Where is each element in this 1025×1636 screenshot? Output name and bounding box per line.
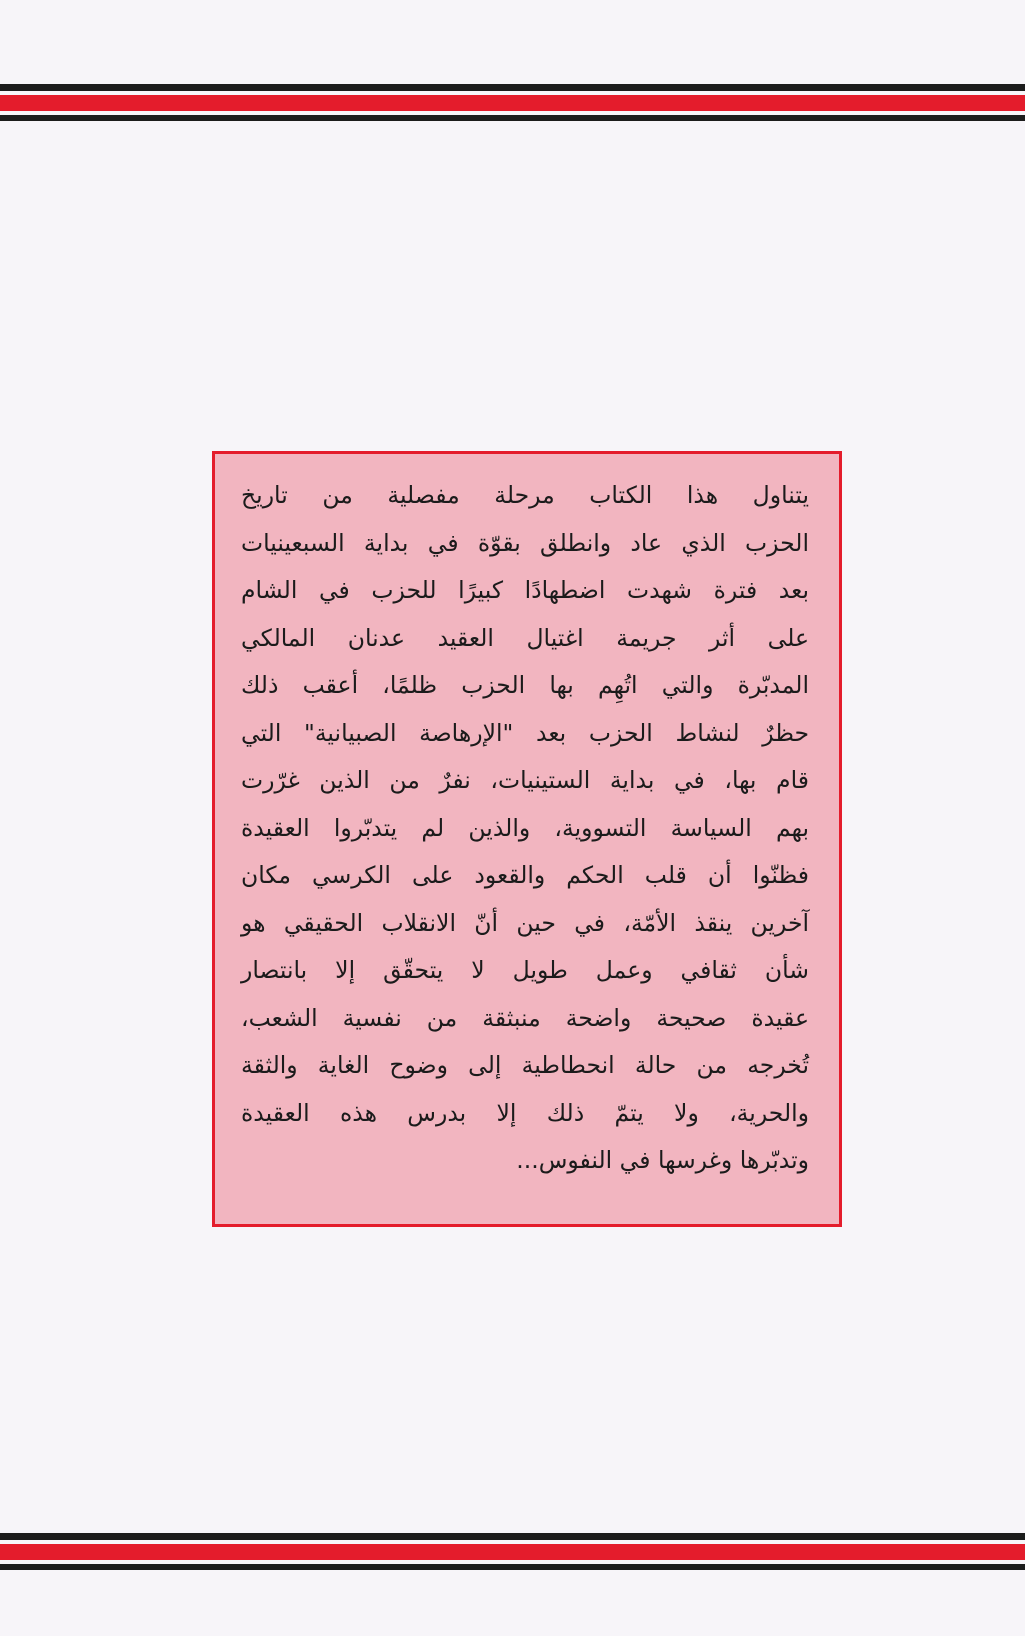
blurb-text bbox=[241, 472, 809, 1185]
blurb-line: بهم السياسة التسووية، والذين لم يتدبّروا العقيدة bbox=[241, 813, 809, 842]
blurb-line: تُخرجه من حالة انحطاطية إلى وضوح الغاية والثقة bbox=[241, 1051, 809, 1079]
blurb-line: المدبّرة والتي اتُهِم بها الحزب ظلمًا، أعقب ذلك bbox=[241, 671, 809, 699]
bottom-stripe-dark-upper bbox=[0, 1533, 1025, 1540]
blurb-line: عقيدة صحيحة واضحة منبثقة من نفسية الشعب، bbox=[241, 1003, 809, 1032]
back-cover-blurb-panel bbox=[212, 451, 842, 1227]
blurb-line: شأن ثقافي وعمل طويل لا يتحقّق إلا بانتصار bbox=[241, 956, 809, 984]
top-stripe-dark-lower bbox=[0, 115, 1025, 121]
blurb-line: يتناول هذا الكتاب مرحلة مفصلية من تاريخ bbox=[241, 481, 809, 509]
blurb-line: الحزب الذي عاد وانطلق بقوّة في بداية السبعينيات bbox=[241, 528, 809, 557]
blurb-line: بعد فترة شهدت اضطهادًا كبيرًا للحزب في الشام bbox=[241, 576, 809, 604]
blurb-line: فظنّوا أن قلب الحكم والقعود على الكرسي مكان bbox=[241, 861, 809, 889]
blurb-line: حظرٌ لنشاط الحزب بعد "الإرهاصة الصبيانية" التي bbox=[241, 718, 809, 747]
bottom-stripe-dark-lower bbox=[0, 1564, 1025, 1570]
blurb-line: والحرية، ولا يتمّ ذلك إلا بدرس هذه العقيدة bbox=[241, 1098, 809, 1127]
top-stripe-dark-upper bbox=[0, 84, 1025, 91]
top-stripe-red bbox=[0, 95, 1025, 111]
blurb-line: قام بها، في بداية الستينيات، نفرٌ من الذين غرّرت bbox=[241, 766, 809, 794]
bottom-stripe-red bbox=[0, 1544, 1025, 1560]
blurb-line: وتدبّرها وغرسها في النفوس... bbox=[516, 1146, 809, 1174]
blurb-line: على أثر جريمة اغتيال العقيد عدنان المالكي bbox=[241, 623, 809, 652]
blurb-line: آخرين ينقذ الأمّة، في حين أنّ الانقلاب الحقيقي هو bbox=[241, 908, 809, 937]
